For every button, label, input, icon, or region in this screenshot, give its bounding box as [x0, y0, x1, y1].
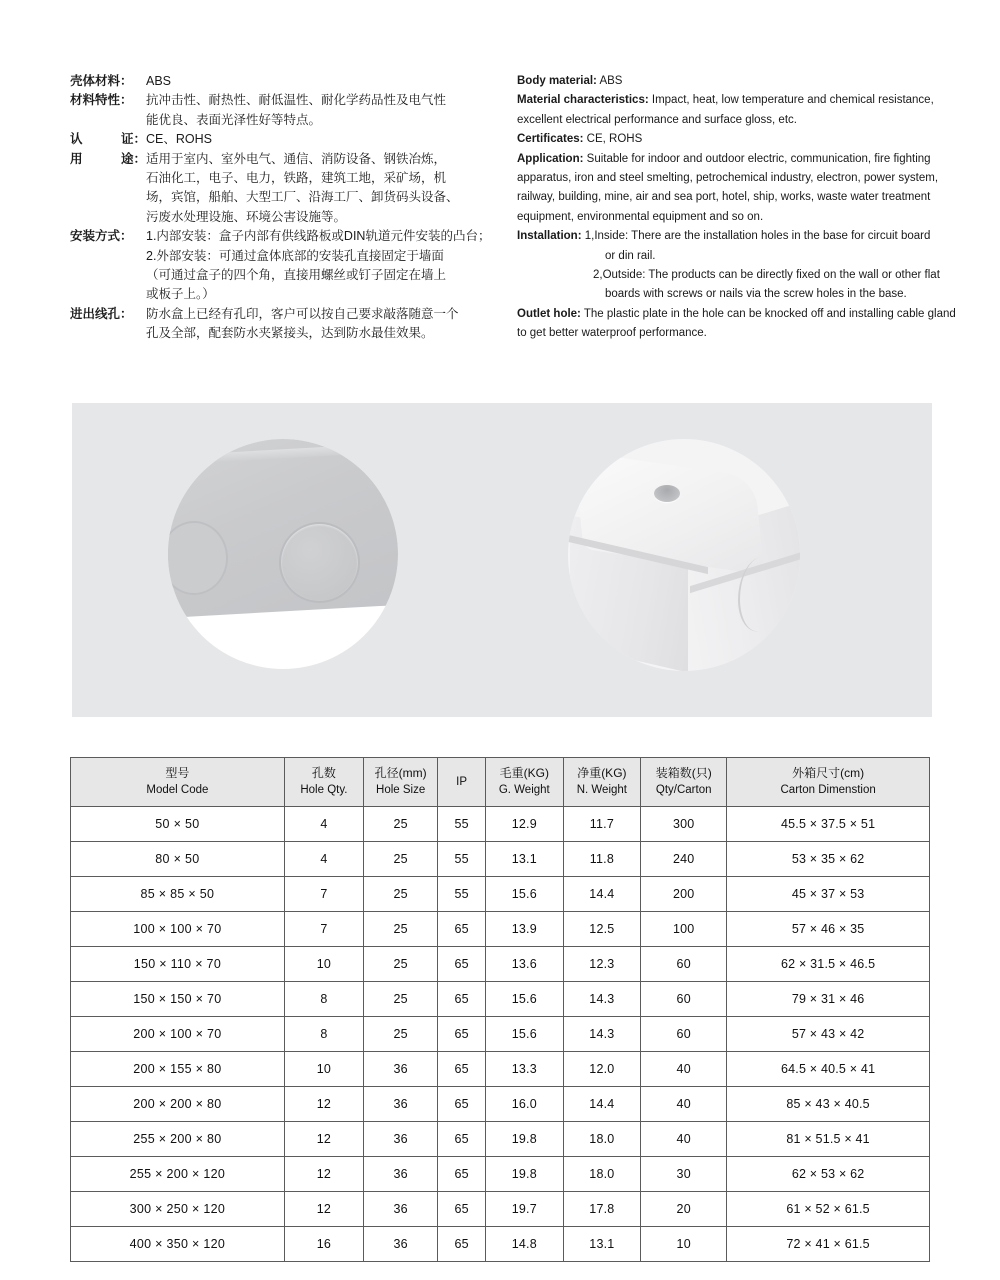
spec-cn-label: 壳体材料： — [70, 74, 133, 88]
cell-carton-dimension: 81 × 51.5 × 41 — [727, 1122, 930, 1157]
spec-cn-body — [146, 72, 500, 91]
table-row — [71, 1192, 930, 1227]
spec-cn-body — [146, 305, 500, 344]
spec-cn-row — [70, 305, 500, 344]
cell-qty-per-carton: 40 — [641, 1122, 727, 1157]
spec-cn-line: 防水盒上已经有孔印，客户可以按自己要求敲落随意一个 — [146, 306, 459, 321]
table-row — [71, 1122, 930, 1157]
cell-model-code: 200 × 100 × 70 — [71, 1017, 285, 1052]
cell-model-code: 100 × 100 × 70 — [71, 912, 285, 947]
body-material-line — [517, 72, 967, 91]
cell-hole-size: 25 — [364, 982, 438, 1017]
certificates-value: CE, ROHS — [583, 133, 643, 146]
specification-text-area — [0, 72, 1000, 372]
cell-model-code: 150 × 150 × 70 — [71, 982, 285, 1017]
table-row — [71, 807, 930, 842]
cell-qty-per-carton: 240 — [641, 842, 727, 877]
cell-ip-rating: 65 — [438, 1017, 486, 1052]
application-value: Suitable for indoor and outdoor electric, communication, fire fighting apparatus, iron and steel smelting, petrochemical industry, electron, power system, railway, building, mine, air and sea port, hotel, ship, works, waste water treatment equipment, environmental equipment and so on. — [517, 152, 939, 223]
table-header-cell — [364, 758, 438, 807]
table-body — [71, 807, 930, 1262]
cell-carton-dimension: 62 × 53 × 62 — [727, 1157, 930, 1192]
cell-carton-dimension: 53 × 35 × 62 — [727, 842, 930, 877]
cell-hole-qty: 12 — [284, 1122, 363, 1157]
spec-cn-line: 适用于室内、室外电气、通信、消防设备、钢铁冶炼， — [146, 151, 447, 166]
material-characteristics-value: Impact, heat, low temperature and chemical resistance, excellent electrical performance and surface gloss, etc. — [517, 94, 934, 126]
spec-cn-label-part: 途： — [120, 151, 146, 166]
cell-qty-per-carton: 60 — [641, 947, 727, 982]
cell-ip-rating: 65 — [438, 1052, 486, 1087]
cell-ip-rating: 55 — [438, 877, 486, 912]
specification-table — [70, 757, 930, 1262]
spec-cn-line: 孔及全部，配套防水夹紧接头，达到防水最佳效果。 — [146, 326, 434, 341]
spec-cn-line: 污废水处理设施、环境公害设施等。 — [146, 209, 347, 224]
cell-gross-weight: 19.8 — [486, 1157, 564, 1192]
cell-hole-size: 36 — [364, 1052, 438, 1087]
cell-hole-size: 36 — [364, 1157, 438, 1192]
cell-carton-dimension: 45 × 37 × 53 — [727, 877, 930, 912]
spec-cn-line: 能优良、表面光泽性好等特点。 — [146, 112, 322, 127]
cell-gross-weight: 19.7 — [486, 1192, 564, 1227]
spec-cn-body — [146, 150, 500, 228]
cell-gross-weight: 19.8 — [486, 1122, 564, 1157]
spec-cn-label: 安装方式： — [70, 229, 133, 244]
spec-cn-label-part: 用 — [70, 151, 83, 166]
screw-hole-icon — [654, 485, 680, 502]
cell-model-code: 300 × 250 × 120 — [71, 1192, 285, 1227]
cell-qty-per-carton: 60 — [641, 982, 727, 1017]
table-header-en: Hole Qty. — [300, 784, 348, 796]
cell-hole-size: 25 — [364, 877, 438, 912]
installation-item-1: 1,Inside: There are the installation holes in the base for circuit board — [581, 230, 931, 243]
cell-carton-dimension: 57 × 43 × 42 — [727, 1017, 930, 1052]
spec-cn-body — [146, 91, 500, 130]
spec-chinese-column — [70, 72, 500, 344]
cell-carton-dimension: 57 × 46 × 35 — [727, 912, 930, 947]
table-row — [71, 947, 930, 982]
spec-cn-line: 抗冲击性、耐热性、耐低温性、耐化学药品性及电气性 — [146, 93, 447, 108]
cell-ip-rating: 65 — [438, 982, 486, 1017]
cell-gross-weight: 14.8 — [486, 1227, 564, 1262]
cell-hole-size: 36 — [364, 1122, 438, 1157]
cell-carton-dimension: 79 × 31 × 46 — [727, 982, 930, 1017]
spec-cn-body — [146, 227, 500, 305]
cell-model-code: 80 × 50 — [71, 842, 285, 877]
cell-hole-size: 25 — [364, 947, 438, 982]
installation-item-2: 2,Outside: The products can be directly fixed on the wall or other flat — [593, 269, 940, 282]
cell-carton-dimension: 85 × 43 × 40.5 — [727, 1087, 930, 1122]
certificates-label: Certificates: — [517, 133, 584, 146]
material-characteristics-label: Material characteristics: — [517, 94, 649, 107]
spec-cn-line: CE、ROHS — [146, 132, 212, 147]
table-header-cn: 外箱尺寸(cm) — [792, 766, 865, 780]
table-header-cell — [71, 758, 285, 807]
cell-qty-per-carton: 40 — [641, 1052, 727, 1087]
table-header — [71, 758, 930, 807]
cell-hole-qty: 12 — [284, 1157, 363, 1192]
cell-ip-rating: 65 — [438, 1157, 486, 1192]
table-header-cell — [438, 758, 486, 807]
table-header-cell — [486, 758, 564, 807]
cell-hole-qty: 4 — [284, 842, 363, 877]
photo-knockout-hole — [72, 403, 502, 717]
cell-hole-size: 25 — [364, 912, 438, 947]
table-header-cell — [563, 758, 641, 807]
cell-net-weight: 14.4 — [563, 877, 641, 912]
spec-cn-line: 1.内部安装：盒子内部有供线路板或DIN轨道元件安装的凸台； — [146, 229, 491, 244]
cell-qty-per-carton: 30 — [641, 1157, 727, 1192]
table-row — [71, 1227, 930, 1262]
spec-cn-row — [70, 227, 500, 305]
material-characteristics-line — [517, 91, 967, 130]
cell-net-weight: 12.0 — [563, 1052, 641, 1087]
cell-hole-qty: 4 — [284, 807, 363, 842]
cell-hole-qty: 7 — [284, 877, 363, 912]
application-line — [517, 150, 967, 228]
spec-cn-label-part: 证： — [120, 132, 146, 147]
spec-cn-body — [146, 130, 500, 149]
table-row — [71, 1017, 930, 1052]
cell-hole-qty: 12 — [284, 1087, 363, 1122]
cell-net-weight: 12.5 — [563, 912, 641, 947]
knockout-hole-closeup-image — [168, 439, 398, 669]
spec-cn-label-part: 认 — [70, 132, 83, 147]
body-material-label: Body material: — [517, 75, 597, 87]
cell-model-code: 255 × 200 × 80 — [71, 1122, 285, 1157]
spec-cn-line: 2.外部安装：可通过盒体底部的安装孔直接固定于墙面 — [146, 248, 444, 263]
cell-net-weight: 13.1 — [563, 1227, 641, 1262]
table-row — [71, 1157, 930, 1192]
cell-model-code: 400 × 350 × 120 — [71, 1227, 285, 1262]
cell-hole-size: 36 — [364, 1227, 438, 1262]
cell-hole-size: 36 — [364, 1087, 438, 1122]
table-row — [71, 1087, 930, 1122]
spec-cn-row — [70, 130, 500, 149]
cell-net-weight: 14.3 — [563, 1017, 641, 1052]
cell-net-weight: 14.3 — [563, 982, 641, 1017]
certificates-line — [517, 130, 967, 149]
spec-cn-line: 或板子上。） — [146, 287, 215, 302]
cell-model-code: 50 × 50 — [71, 807, 285, 842]
cell-net-weight: 14.4 — [563, 1087, 641, 1122]
cell-qty-per-carton: 60 — [641, 1017, 727, 1052]
cell-gross-weight: 13.6 — [486, 947, 564, 982]
table-header-en: N. Weight — [576, 784, 627, 796]
spec-cn-row — [70, 91, 500, 130]
cell-qty-per-carton: 300 — [641, 807, 727, 842]
cell-carton-dimension: 61 × 52 × 61.5 — [727, 1192, 930, 1227]
installation-item-1-cont: or din rail. — [605, 249, 656, 262]
table-row — [71, 1052, 930, 1087]
cell-carton-dimension: 45.5 × 37.5 × 51 — [727, 807, 930, 842]
cell-net-weight: 17.8 — [563, 1192, 641, 1227]
cell-gross-weight: 15.6 — [486, 982, 564, 1017]
cell-ip-rating: 65 — [438, 1122, 486, 1157]
cell-gross-weight: 15.6 — [486, 1017, 564, 1052]
cell-ip-rating: 55 — [438, 807, 486, 842]
cell-gross-weight: 13.9 — [486, 912, 564, 947]
table-row — [71, 982, 930, 1017]
cell-hole-qty: 10 — [284, 947, 363, 982]
cell-model-code: 150 × 110 × 70 — [71, 947, 285, 982]
table-header-cn: 孔数 — [311, 766, 336, 780]
application-label: Application: — [517, 152, 584, 165]
cell-qty-per-carton: 20 — [641, 1192, 727, 1227]
cell-carton-dimension: 64.5 × 40.5 × 41 — [727, 1052, 930, 1087]
table-header-cell — [284, 758, 363, 807]
cell-ip-rating: 65 — [438, 912, 486, 947]
cell-ip-rating: 55 — [438, 842, 486, 877]
photo-box-corner — [502, 403, 932, 717]
cell-net-weight: 18.0 — [563, 1122, 641, 1157]
cell-gross-weight: 15.6 — [486, 877, 564, 912]
outlet-hole-line — [517, 305, 967, 344]
cell-net-weight: 12.3 — [563, 947, 641, 982]
spec-cn-line: ABS — [146, 74, 172, 88]
cell-gross-weight: 16.0 — [486, 1087, 564, 1122]
cell-model-code: 200 × 155 × 80 — [71, 1052, 285, 1087]
spec-cn-line: （可通过盒子的四个角，直接用螺丝或钉子固定在墙上 — [146, 268, 447, 283]
cell-ip-rating: 65 — [438, 1192, 486, 1227]
cell-hole-qty: 16 — [284, 1227, 363, 1262]
cell-qty-per-carton: 100 — [641, 912, 727, 947]
cell-qty-per-carton: 200 — [641, 877, 727, 912]
table-row — [71, 912, 930, 947]
cell-ip-rating: 65 — [438, 947, 486, 982]
table-header-cn: 净重(KG) — [577, 766, 627, 780]
cell-carton-dimension: 62 × 31.5 × 46.5 — [727, 947, 930, 982]
product-photo-panel — [72, 403, 932, 717]
cell-net-weight: 18.0 — [563, 1157, 641, 1192]
table-header-en: IP — [456, 775, 468, 788]
cell-ip-rating: 65 — [438, 1087, 486, 1122]
spec-cn-row — [70, 72, 500, 91]
cell-hole-qty: 10 — [284, 1052, 363, 1087]
spec-cn-label — [70, 130, 146, 149]
table-header-cell — [727, 758, 930, 807]
cell-hole-size: 25 — [364, 1017, 438, 1052]
outlet-hole-label: Outlet hole: — [517, 307, 581, 320]
spec-english-column — [517, 72, 967, 344]
cell-gross-weight: 12.9 — [486, 807, 564, 842]
table-header-cn: 装箱数(只) — [655, 766, 712, 780]
spec-cn-line: 石油化工，电子、电力，铁路，建筑工地，采矿场，机 — [146, 171, 447, 186]
spec-cn-label: 进出线孔： — [70, 306, 133, 321]
table-row — [71, 877, 930, 912]
cell-net-weight: 11.7 — [563, 807, 641, 842]
cell-model-code: 255 × 200 × 120 — [71, 1157, 285, 1192]
table-header-cn: 孔径(mm) — [374, 766, 427, 780]
body-material-value: ABS — [596, 75, 623, 87]
table-header-en: Qty/Carton — [655, 784, 712, 796]
cell-hole-size: 25 — [364, 807, 438, 842]
table-header-cell — [641, 758, 727, 807]
installation-item-2-cont: boards with screws or nails via the screw holes in the base. — [605, 288, 907, 301]
cell-model-code: 200 × 200 × 80 — [71, 1087, 285, 1122]
spec-cn-label: 材料特性： — [70, 93, 133, 108]
cell-hole-size: 36 — [364, 1192, 438, 1227]
cell-hole-qty: 8 — [284, 1017, 363, 1052]
table-header-row — [71, 758, 930, 807]
cell-ip-rating: 65 — [438, 1227, 486, 1262]
table-row — [71, 842, 930, 877]
knockout-circle-icon — [279, 522, 360, 603]
outlet-hole-value: The plastic plate in the hole can be knocked off and installing cable gland to get better waterproof performance. — [517, 307, 956, 340]
cell-qty-per-carton: 10 — [641, 1227, 727, 1262]
box-corner-closeup-image — [568, 439, 800, 671]
installation-label: Installation: — [517, 230, 582, 243]
table-header-cn: 毛重(KG) — [499, 766, 549, 780]
cell-net-weight: 11.8 — [563, 842, 641, 877]
table-header-en: G. Weight — [498, 784, 550, 796]
table-header-cn: 型号 — [165, 766, 190, 780]
table-header-en: Carton Dimenstion — [780, 784, 876, 796]
spec-cn-line: 场，宾馆，船舶、大型工厂、沿海工厂、卸货码头设备、 — [146, 190, 459, 205]
cell-gross-weight: 13.1 — [486, 842, 564, 877]
cell-gross-weight: 13.3 — [486, 1052, 564, 1087]
table-header-en: Model Code — [146, 784, 209, 796]
cell-carton-dimension: 72 × 41 × 61.5 — [727, 1227, 930, 1262]
cell-hole-qty: 7 — [284, 912, 363, 947]
cell-qty-per-carton: 40 — [641, 1087, 727, 1122]
installation-line — [517, 227, 967, 305]
spec-cn-label — [70, 150, 146, 169]
cell-hole-qty: 12 — [284, 1192, 363, 1227]
table-header-en: Hole Size — [376, 784, 426, 796]
spec-cn-row — [70, 150, 500, 228]
cell-model-code: 85 × 85 × 50 — [71, 877, 285, 912]
cell-hole-qty: 8 — [284, 982, 363, 1017]
cell-hole-size: 25 — [364, 842, 438, 877]
